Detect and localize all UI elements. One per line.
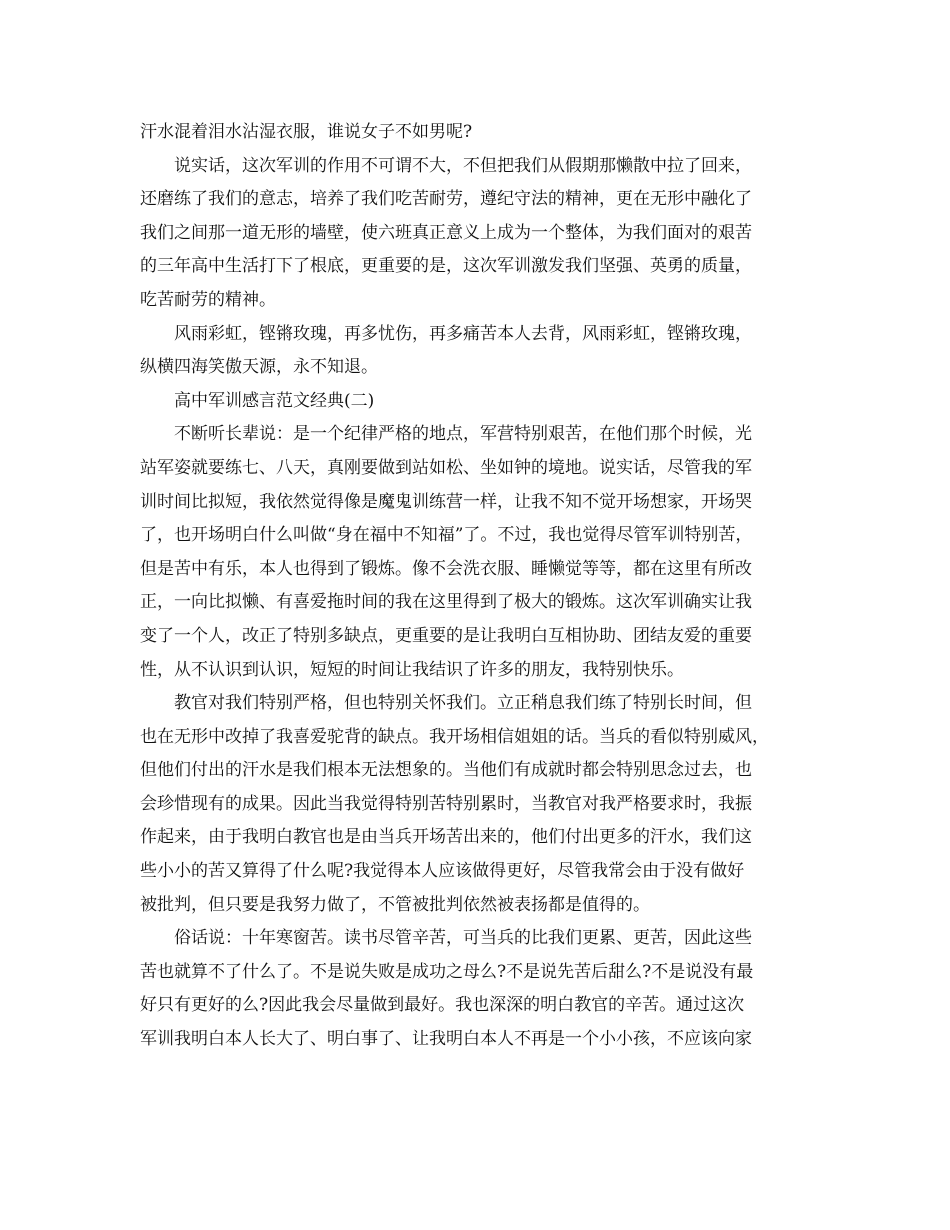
- text-line: 军训我明白本人长大了、明白事了、让我明白本人不再是一个小小孩，不应该向家: [140, 1029, 752, 1050]
- text-line: 作起来，由于我明白教官也是由当兵开场苦出来的，他们付出更多的汗水，我们这: [140, 827, 752, 848]
- text-line: 教官对我们特别严格，但也特别关怀我们。立正稍息我们练了特别长时间，但: [174, 693, 752, 714]
- text-line: 了，也开场明白什么叫做“身在福中不知福”了。不过，我也觉得尽管军训特别苦，: [140, 525, 753, 546]
- text-line: 纵横四海笑傲天源，永不知退。: [140, 357, 378, 378]
- text-line: 好只有更好的么?因此我会尽量做到最好。我也深深的明白教官的辛苦。通过这次: [140, 995, 745, 1016]
- text-line: 吃苦耐劳的精神。: [140, 289, 276, 310]
- text-line: 还磨练了我们的意志，培养了我们吃苦耐劳，遵纪守法的精神，更在无形中融化了: [140, 189, 752, 210]
- text-line: 风雨彩虹，铿锵玫瑰，再多忧伤，再多痛苦本人去背，风雨彩虹，铿锵玫瑰，: [174, 323, 752, 344]
- text-line: 说实话，这次军训的作用不可谓不大，不但把我们从假期那懒散中拉了回来，: [174, 155, 752, 176]
- text-line: 我们之间那一道无形的墙壁，使六班真正意义上成为一个整体，为我们面对的艰苦: [140, 222, 752, 243]
- text-line: 汗水混着泪水沾湿衣服，谁说女子不如男呢?: [140, 122, 473, 142]
- text-line: 变了一个人，改正了特别多缺点，更重要的是让我明白互相协助、团结友爱的重要: [140, 625, 752, 646]
- text-line: 的三年高中生活打下了根底，更重要的是，这次军训激发我们坚强、英勇的质量，: [140, 256, 752, 277]
- text-line: 训时间比拟短，我依然觉得像是魔鬼训练营一样，让我不知不觉开场想家，开场哭: [140, 491, 752, 512]
- text-line: 被批判，但只要是我努力做了，不管被批判依然被表扬都是值得的。: [140, 894, 650, 915]
- text-line: 苦也就算不了什么了。不是说失败是成功之母么?不是说先苦后甜么?不是说没有最: [140, 961, 754, 982]
- text-line: 但他们付出的汗水是我们根本无法想象的。当他们有成就时都会特别思念过去，也: [140, 760, 752, 781]
- section-heading: 高中军训感言范文经典(二): [174, 390, 375, 411]
- text-line: 但是苦中有乐，本人也得到了锻炼。像不会洗衣服、睡懒觉等等，都在这里有所改: [140, 558, 752, 579]
- text-line: 站军姿就要练七、八天，真刚要做到站如松、坐如钟的境地。说实话，尽管我的军: [140, 457, 752, 478]
- text-line: 性，从不认识到认识，短短的时间让我结识了许多的朋友，我特别快乐。: [140, 659, 684, 680]
- text-line: 俗话说：十年寒窗苦。读书尽管辛苦，可当兵的比我们更累、更苦，因此这些: [174, 928, 752, 949]
- text-line: 正，一向比拟懒、有喜爱拖时间的我在这里得到了极大的锻炼。这次军训确实让我: [140, 592, 752, 613]
- text-line: 些小小的苦又算得了什么呢?我觉得本人应该做得更好，尽管我常会由于没有做好: [140, 861, 745, 882]
- text-line: 也在无形中改掉了我喜爱驼背的缺点。我开场相信姐姐的话。当兵的看似特别威风，: [140, 726, 769, 747]
- text-line: 不断听长辈说：是一个纪律严格的地点，军营特别艰苦，在他们那个时候，光: [174, 424, 752, 445]
- text-line: 会珍惜现有的成果。因此当我觉得特别苦特别累时，当教官对我严格要求时，我振: [140, 793, 752, 814]
- document-body: [140, 116, 820, 1057]
